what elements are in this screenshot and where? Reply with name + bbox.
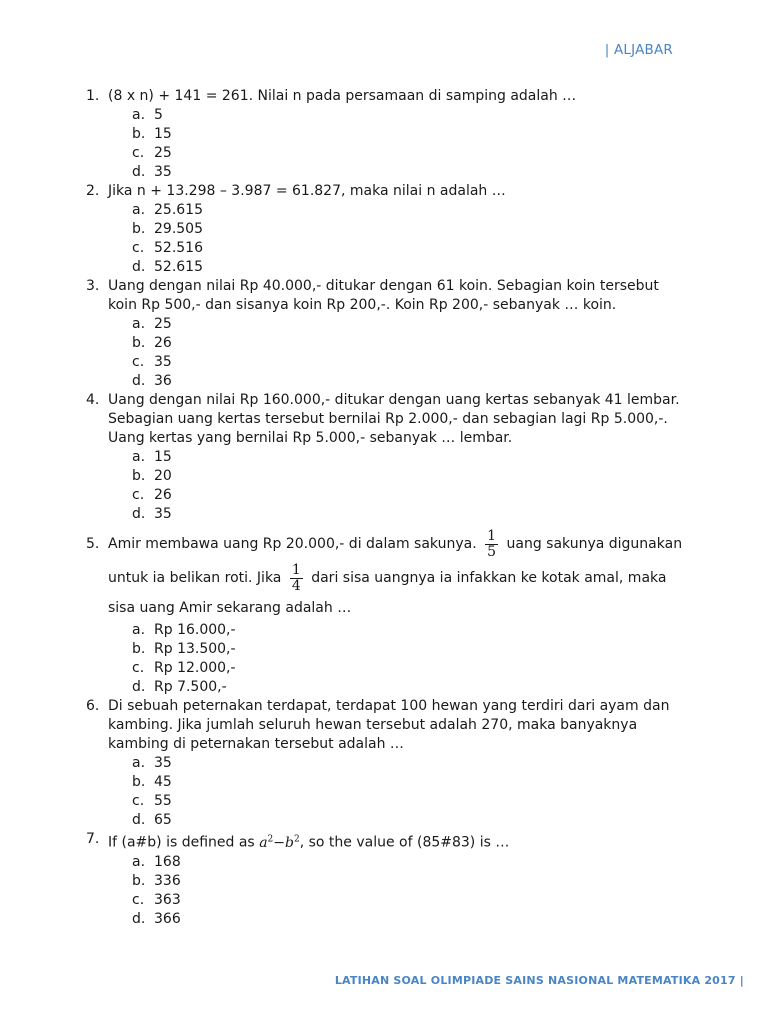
fraction-denominator: 4: [291, 577, 301, 594]
question-text-line: Uang dengan nilai Rp 40.000,- ditukar dengan 61 koin. Sebagian koin tersebut: [108, 278, 659, 294]
question-text: , so the value of (85#83) is …: [299, 834, 510, 851]
option-letter: c.: [132, 793, 145, 809]
question-list: [86, 87, 686, 929]
option-letter: a.: [132, 622, 146, 638]
option-value: 65: [154, 812, 172, 828]
option-letter: b.: [132, 774, 146, 790]
question-7: [86, 830, 686, 929]
option-letter: b.: [132, 126, 146, 142]
option-letter: b.: [132, 872, 146, 889]
option-d: [108, 505, 686, 524]
option-letter: d.: [132, 679, 146, 695]
option-letter: b.: [132, 335, 146, 351]
option-value: 363: [154, 891, 181, 908]
question-5: [86, 527, 686, 697]
option-value: Rp 12.000,-: [154, 660, 236, 676]
option-c: [108, 486, 686, 505]
option-value: 168: [154, 853, 181, 870]
option-letter: c.: [132, 145, 145, 161]
option-letter: b.: [132, 641, 146, 657]
option-a: [108, 448, 686, 467]
question-number: 1.: [86, 88, 100, 104]
option-value: 20: [154, 468, 172, 484]
math-exponent: 2: [267, 834, 274, 844]
fraction-numerator: 1: [291, 561, 301, 578]
question-4: [86, 391, 686, 524]
options-list: [108, 106, 686, 182]
question-text-line: [108, 561, 686, 595]
option-b: [108, 467, 686, 486]
question-6: [86, 697, 686, 830]
question-number: 6.: [86, 698, 100, 714]
question-text: dari sisa uangnya ia infakkan ke kotak amal, maka: [311, 570, 667, 586]
question-text-line: kambing. Jika jumlah seluruh hewan tersebut adalah 270, maka banyaknya: [108, 717, 638, 733]
option-value: Rp 16.000,-: [154, 622, 236, 638]
option-value: 52.516: [154, 240, 203, 256]
option-b: [108, 640, 686, 659]
option-value: 25: [154, 316, 172, 332]
question-text-line: kambing di peternakan tersebut adalah …: [108, 736, 404, 752]
option-letter: d.: [132, 259, 146, 275]
option-value: 36: [154, 373, 172, 389]
option-a: [108, 754, 686, 773]
question-number: 3.: [86, 278, 100, 294]
option-value: 45: [154, 774, 172, 790]
option-letter: c.: [132, 660, 145, 676]
question-text-line: Uang kertas yang bernilai Rp 5.000,- sebanyak … lembar.: [108, 430, 513, 446]
option-value: 35: [154, 506, 172, 522]
question-text-line: Uang dengan nilai Rp 160.000,- ditukar dengan uang kertas sebanyak 41 lembar.: [108, 392, 680, 408]
option-value: 35: [154, 354, 172, 370]
option-d: [108, 163, 686, 182]
question-text: untuk ia belikan roti. Jika: [108, 570, 282, 586]
option-a: [108, 853, 686, 872]
option-value: 26: [154, 487, 172, 503]
fraction-numerator: 1: [487, 527, 497, 544]
option-letter: a.: [132, 853, 146, 870]
option-letter: c.: [132, 487, 145, 503]
question-2: [86, 182, 686, 277]
option-a: [108, 621, 686, 640]
option-d: [108, 258, 686, 277]
option-c: [108, 659, 686, 678]
options-list: [108, 315, 686, 391]
question-text-line: Sebagian uang kertas tersebut bernilai Rp 2.000,- dan sebagian lagi Rp 5.000,-.: [108, 411, 668, 427]
option-value: 25.615: [154, 202, 203, 218]
option-value: 15: [154, 449, 172, 465]
question-1: [86, 87, 686, 182]
option-letter: d.: [132, 164, 146, 180]
math-expression: [259, 835, 300, 851]
option-value: Rp 7.500,-: [154, 679, 227, 695]
option-letter: c.: [132, 891, 145, 908]
option-b: [108, 220, 686, 239]
option-letter: d.: [132, 506, 146, 522]
math-variable-a: a: [259, 834, 268, 851]
question-text: Amir membawa uang Rp 20.000,- di dalam sakunya.: [108, 536, 477, 552]
option-letter: d.: [132, 910, 146, 927]
option-b: [108, 334, 686, 353]
option-d: [108, 811, 686, 830]
option-letter: c.: [132, 354, 145, 370]
fraction-one-fourth: [290, 563, 303, 594]
question-number: 2.: [86, 183, 100, 199]
fraction-one-fifth: [485, 529, 498, 560]
question-number: 4.: [86, 392, 100, 408]
options-list: [108, 448, 686, 524]
math-exponent: 2: [293, 834, 300, 844]
header-section-label: | ALJABAR: [604, 42, 673, 58]
question-text-line: sisa uang Amir sekarang adalah …: [108, 600, 352, 616]
option-value: 25: [154, 145, 172, 161]
option-c: [108, 144, 686, 163]
option-value: 35: [154, 164, 172, 180]
option-value: 29.505: [154, 221, 203, 237]
option-b: [108, 773, 686, 792]
option-letter: a.: [132, 755, 146, 771]
options-list: [108, 853, 686, 929]
option-value: 366: [154, 910, 181, 927]
footer-title: LATIHAN SOAL OLIMPIADE SAINS NASIONAL MATEMATIKA 2017 |: [334, 974, 744, 987]
option-b: [108, 872, 686, 891]
option-value: 336: [154, 872, 181, 889]
option-value: 35: [154, 755, 172, 771]
option-letter: a.: [132, 449, 146, 465]
option-d: [108, 910, 686, 929]
options-list: [108, 621, 686, 697]
option-c: [108, 239, 686, 258]
question-text-line: Di sebuah peternakan terdapat, terdapat 100 hewan yang terdiri dari ayam dan: [108, 698, 670, 714]
option-b: [108, 125, 686, 144]
question-text: (8 x n) + 141 = 261. Nilai n pada persamaan di samping adalah …: [108, 88, 577, 104]
option-value: 15: [154, 126, 172, 142]
option-a: [108, 315, 686, 334]
option-c: [108, 891, 686, 910]
option-letter: d.: [132, 812, 146, 828]
option-letter: c.: [132, 240, 145, 256]
option-letter: b.: [132, 468, 146, 484]
math-minus: −: [273, 834, 286, 851]
option-a: [108, 106, 686, 125]
math-variable-b: b: [285, 834, 294, 851]
option-d: [108, 372, 686, 391]
question-text-line: [108, 527, 686, 561]
option-letter: a.: [132, 202, 146, 218]
option-value: 52.615: [154, 259, 203, 275]
fraction-denominator: 5: [487, 543, 497, 560]
question-text: uang sakunya digunakan: [506, 536, 683, 552]
option-value: 26: [154, 335, 172, 351]
question-text-line: [108, 830, 686, 853]
option-letter: b.: [132, 221, 146, 237]
question-text: If (a#b) is defined as: [108, 834, 255, 851]
question-3: [86, 277, 686, 391]
option-d: [108, 678, 686, 697]
option-c: [108, 353, 686, 372]
question-text-line: koin Rp 500,- dan sisanya koin Rp 200,-. Koin Rp 200,- sebanyak … koin.: [108, 297, 617, 313]
option-c: [108, 792, 686, 811]
option-letter: d.: [132, 373, 146, 389]
question-number: 7.: [86, 831, 100, 847]
option-value: 5: [154, 107, 163, 123]
option-value: 55: [154, 793, 172, 809]
option-value: Rp 13.500,-: [154, 641, 236, 657]
options-list: [108, 754, 686, 830]
option-a: [108, 201, 686, 220]
question-number: 5.: [86, 536, 100, 552]
question-text: Jika n + 13.298 – 3.987 = 61.827, maka nilai n adalah …: [108, 183, 506, 199]
options-list: [108, 201, 686, 277]
option-letter: a.: [132, 316, 146, 332]
option-letter: a.: [132, 107, 146, 123]
